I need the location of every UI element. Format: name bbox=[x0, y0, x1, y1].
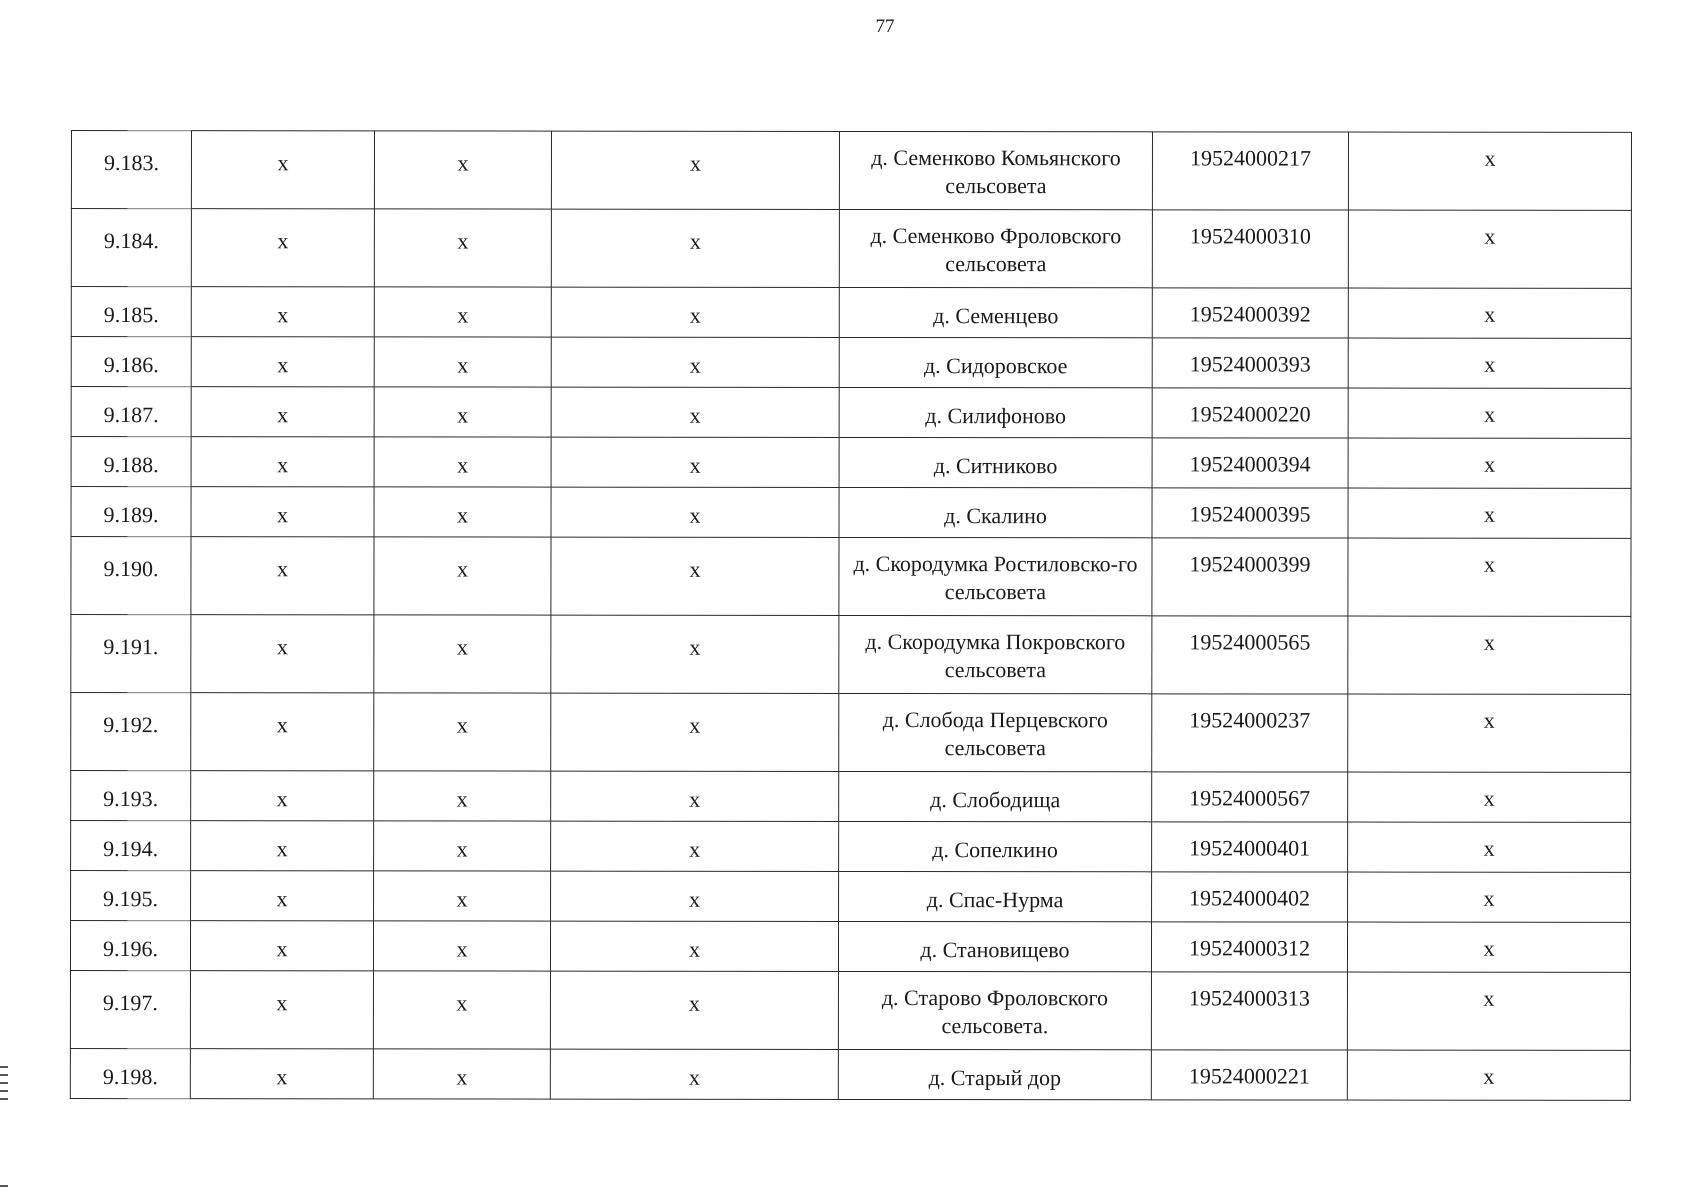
row-number: 9.196. bbox=[70, 921, 190, 971]
oktmo-code: 19524000565 bbox=[1152, 616, 1348, 694]
cell-x: х bbox=[1348, 872, 1631, 922]
cell-x: х bbox=[1348, 132, 1631, 210]
row-number: 9.190. bbox=[71, 537, 191, 615]
cell-x: х bbox=[374, 337, 551, 387]
cell-x: х bbox=[1348, 822, 1631, 872]
table-row bbox=[71, 871, 1631, 923]
cell-x: х bbox=[191, 131, 374, 209]
cell-x: х bbox=[191, 771, 374, 821]
oktmo-code: 19524000399 bbox=[1152, 538, 1348, 616]
oktmo-code: 19524000310 bbox=[1152, 210, 1348, 288]
table-row bbox=[70, 1048, 1630, 1100]
row-number: 9.198. bbox=[70, 1048, 190, 1098]
cell-x: х bbox=[551, 337, 839, 387]
cell-x: х bbox=[191, 437, 374, 487]
cell-x: х bbox=[374, 487, 551, 537]
row-number: 9.187. bbox=[71, 387, 191, 437]
settlement-name: д. Старый дор bbox=[838, 1049, 1151, 1099]
cell-x: х bbox=[191, 615, 374, 693]
table-row bbox=[71, 487, 1631, 539]
cell-x: х bbox=[1348, 438, 1631, 488]
settlement-name: д. Слободища bbox=[839, 771, 1152, 821]
table-row bbox=[71, 131, 1631, 211]
settlement-name: д. Семенково Фроловского сельсовета bbox=[839, 209, 1152, 287]
settlement-name: д. Скородумка Покровского сельсовета bbox=[839, 615, 1152, 693]
settlement-name: д. Сидоровское bbox=[839, 337, 1152, 387]
row-number: 9.189. bbox=[71, 487, 191, 537]
cell-x: х bbox=[551, 387, 839, 437]
cell-x: х bbox=[373, 1049, 550, 1099]
table-row bbox=[71, 771, 1631, 823]
cell-x: х bbox=[374, 437, 551, 487]
row-number: 9.185. bbox=[71, 287, 191, 337]
table-row bbox=[71, 387, 1631, 439]
cell-x: х bbox=[191, 871, 374, 921]
cell-x: х bbox=[551, 693, 839, 771]
settlement-name: д. Становищево bbox=[838, 921, 1151, 971]
cell-x: х bbox=[1348, 694, 1631, 772]
cell-x: х bbox=[551, 771, 839, 821]
cell-x: х bbox=[374, 771, 551, 821]
cell-x: х bbox=[551, 871, 839, 921]
cell-x: х bbox=[551, 821, 839, 871]
cell-x: х bbox=[551, 537, 839, 615]
cell-x: х bbox=[190, 921, 373, 971]
cell-x: х bbox=[1348, 288, 1631, 338]
table-body bbox=[70, 131, 1631, 1101]
cell-x: х bbox=[551, 615, 839, 693]
oktmo-code: 19524000312 bbox=[1151, 922, 1347, 972]
settlement-name: д. Семенково Комьянского сельсовета bbox=[839, 131, 1152, 209]
row-number: 9.184. bbox=[71, 209, 191, 287]
table-row bbox=[71, 693, 1631, 773]
table-row bbox=[70, 971, 1630, 1051]
row-number: 9.194. bbox=[71, 821, 191, 871]
cell-x: х bbox=[191, 287, 374, 337]
settlement-name: д. Сопелкино bbox=[839, 821, 1152, 871]
cell-x: х bbox=[550, 971, 838, 1049]
row-number: 9.193. bbox=[71, 771, 191, 821]
cell-x: х bbox=[1348, 338, 1631, 388]
oktmo-code: 19524000394 bbox=[1152, 438, 1348, 488]
cell-x: х bbox=[1348, 772, 1631, 822]
table-row bbox=[71, 337, 1631, 389]
oktmo-code: 19524000567 bbox=[1152, 772, 1348, 822]
cell-x: х bbox=[374, 693, 551, 771]
oktmo-code: 19524000401 bbox=[1152, 822, 1348, 872]
cell-x: х bbox=[191, 487, 374, 537]
oktmo-code: 19524000392 bbox=[1152, 288, 1348, 338]
row-number: 9.188. bbox=[71, 437, 191, 487]
cell-x: х bbox=[191, 693, 374, 771]
cell-x: х bbox=[551, 287, 839, 337]
settlement-name: д. Спас-Нурма bbox=[839, 871, 1152, 921]
cell-x: х bbox=[373, 921, 550, 971]
cell-x: х bbox=[374, 287, 551, 337]
oktmo-code: 19524000395 bbox=[1152, 488, 1348, 538]
cell-x: х bbox=[551, 487, 839, 537]
cell-x: х bbox=[374, 871, 551, 921]
cell-x: х bbox=[190, 971, 373, 1049]
cell-x: х bbox=[551, 437, 839, 487]
table-row bbox=[71, 437, 1631, 489]
table-row bbox=[71, 821, 1631, 873]
scan-artifact bbox=[0, 1090, 8, 1092]
table-row bbox=[71, 537, 1631, 617]
row-number: 9.192. bbox=[71, 693, 191, 771]
cell-x: х bbox=[1348, 538, 1631, 616]
cell-x: х bbox=[191, 821, 374, 871]
cell-x: х bbox=[374, 209, 551, 287]
cell-x: х bbox=[1347, 922, 1630, 972]
settlement-name: д. Скалино bbox=[839, 487, 1152, 537]
cell-x: х bbox=[1347, 972, 1630, 1050]
settlement-name: д. Ситниково bbox=[839, 437, 1152, 487]
scan-artifact bbox=[0, 1098, 8, 1100]
oktmo-code: 19524000313 bbox=[1151, 972, 1347, 1050]
oktmo-code: 19524000217 bbox=[1152, 132, 1348, 210]
settlement-name: д. Семенцево bbox=[839, 287, 1152, 337]
cell-x: х bbox=[374, 537, 551, 615]
cell-x: х bbox=[550, 921, 838, 971]
cell-x: х bbox=[191, 537, 374, 615]
cell-x: х bbox=[1348, 210, 1631, 288]
cell-x: х bbox=[190, 1049, 373, 1099]
cell-x: х bbox=[1347, 1050, 1630, 1100]
cell-x: х bbox=[551, 209, 839, 287]
cell-x: х bbox=[191, 337, 374, 387]
cell-x: х bbox=[374, 131, 551, 209]
oktmo-code: 19524000221 bbox=[1151, 1050, 1347, 1100]
row-number: 9.195. bbox=[71, 871, 191, 921]
row-number: 9.197. bbox=[70, 971, 190, 1049]
oktmo-code: 19524000237 bbox=[1152, 694, 1348, 772]
page-number: 77 bbox=[875, 16, 895, 37]
scan-artifact bbox=[0, 1066, 8, 1068]
settlements-table bbox=[70, 130, 1632, 1101]
table-row bbox=[70, 921, 1630, 973]
scan-artifact bbox=[0, 1082, 8, 1084]
cell-x: х bbox=[1348, 616, 1631, 694]
cell-x: х bbox=[374, 387, 551, 437]
settlement-name: д. Силифоново bbox=[839, 387, 1152, 437]
oktmo-code: 19524000393 bbox=[1152, 338, 1348, 388]
cell-x: х bbox=[1348, 388, 1631, 438]
cell-x: х bbox=[374, 821, 551, 871]
table-row bbox=[71, 615, 1631, 695]
settlement-name: д. Старово Фроловского сельсовета. bbox=[838, 971, 1151, 1049]
row-number: 9.191. bbox=[71, 615, 191, 693]
cell-x: х bbox=[374, 615, 551, 693]
cell-x: х bbox=[191, 387, 374, 437]
row-number: 9.183. bbox=[71, 131, 191, 209]
cell-x: х bbox=[550, 1049, 838, 1099]
oktmo-code: 19524000220 bbox=[1152, 388, 1348, 438]
table-row bbox=[71, 287, 1631, 339]
scan-artifact bbox=[0, 1074, 8, 1076]
scan-artifact bbox=[0, 1185, 8, 1187]
settlement-name: д. Скородумка Ростиловско-го сельсовета bbox=[839, 537, 1152, 615]
oktmo-code: 19524000402 bbox=[1152, 872, 1348, 922]
cell-x: х bbox=[551, 131, 839, 209]
row-number: 9.186. bbox=[71, 337, 191, 387]
cell-x: х bbox=[373, 971, 550, 1049]
cell-x: х bbox=[191, 209, 374, 287]
cell-x: х bbox=[1348, 488, 1631, 538]
settlement-name: д. Слобода Перцевского сельсовета bbox=[839, 693, 1152, 771]
table-row bbox=[71, 209, 1631, 289]
